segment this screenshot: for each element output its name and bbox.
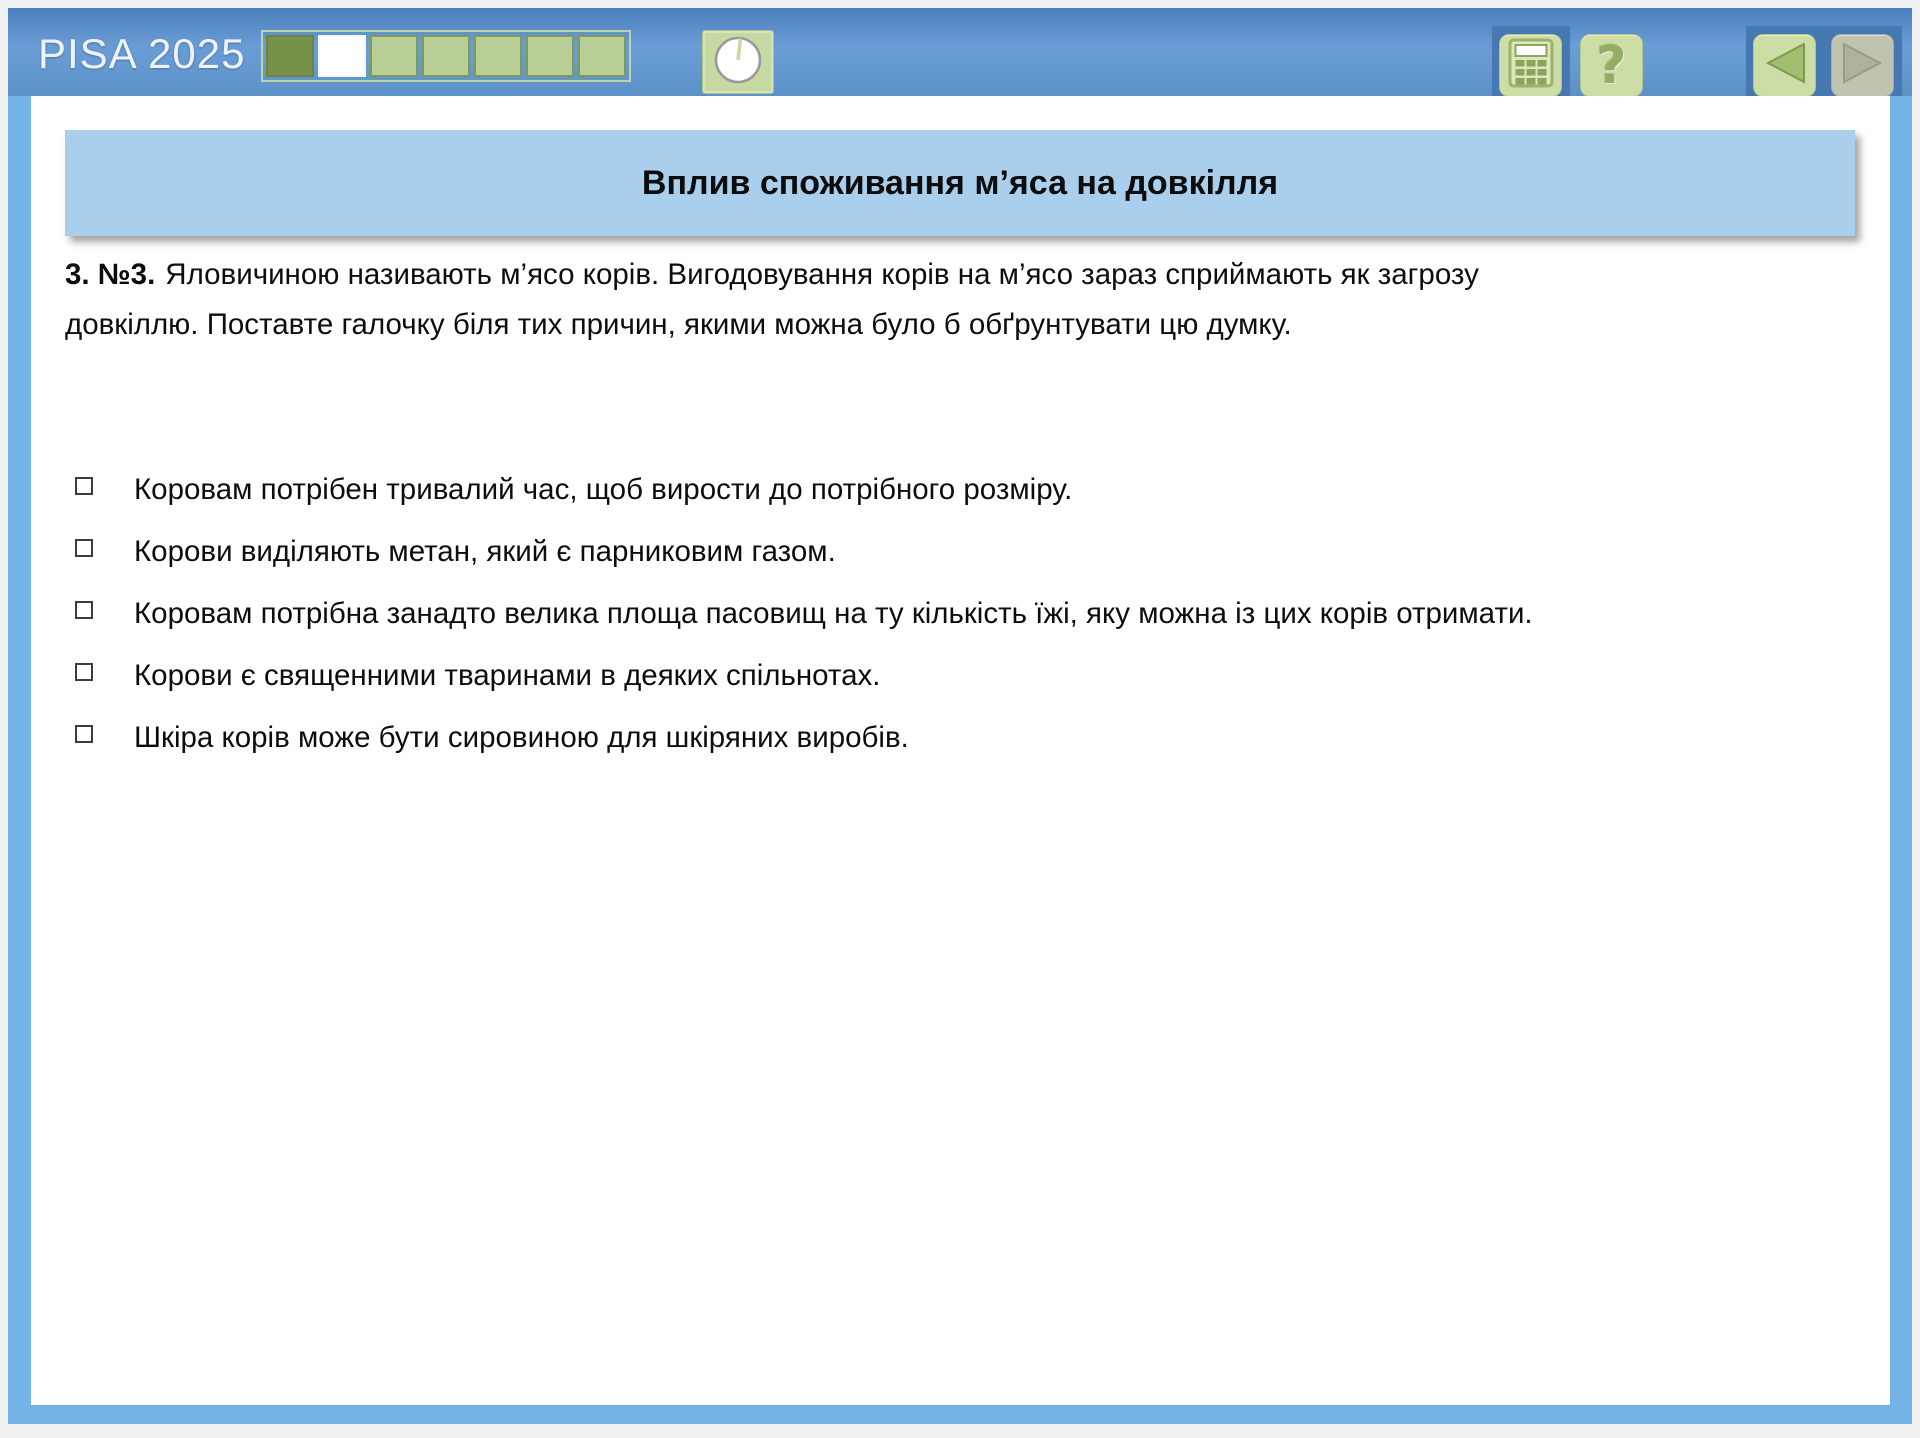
calculator-icon <box>1507 37 1555 94</box>
question-number: 3. №3. <box>65 258 156 291</box>
progress-bar <box>261 30 631 82</box>
back-arrow-icon <box>1762 41 1808 90</box>
option-row[interactable] <box>75 532 1865 594</box>
unit-title-banner <box>65 130 1855 236</box>
back-button[interactable] <box>1753 34 1816 97</box>
option-row[interactable] <box>75 718 1865 780</box>
forward-button[interactable] <box>1831 34 1894 97</box>
option-checkbox[interactable] <box>75 663 93 681</box>
option-row[interactable] <box>75 594 1865 656</box>
option-checkbox[interactable] <box>75 477 93 495</box>
calculator-button[interactable] <box>1499 34 1562 97</box>
timer-button[interactable] <box>702 30 774 94</box>
progress-cell-empty <box>370 35 418 77</box>
question-stem <box>65 250 1545 350</box>
progress-cell-empty <box>526 35 574 77</box>
option-row[interactable] <box>75 470 1865 532</box>
progress-cell-empty <box>474 35 522 77</box>
progress-cell-empty <box>422 35 470 77</box>
header-bar <box>8 8 1912 96</box>
option-label: Корови виділяють метан, який є парниковим газом. <box>134 535 836 568</box>
timer-clock-icon <box>711 33 765 92</box>
help-button[interactable] <box>1580 34 1643 97</box>
options-list <box>75 470 1865 780</box>
progress-cell-empty <box>578 35 626 77</box>
option-checkbox[interactable] <box>75 725 93 743</box>
option-label: Шкіра корів може бути сировиною для шкіряних виробів. <box>134 721 909 754</box>
option-label: Коровам потрібна занадто велика площа пасовищ на ту кількість їжі, яку можна із цих корів отримати. <box>134 597 1533 630</box>
option-row[interactable] <box>75 656 1865 718</box>
unit-title: Вплив споживання м’яса на довкілля <box>641 163 1279 202</box>
option-checkbox[interactable] <box>75 601 93 619</box>
option-checkbox[interactable] <box>75 539 93 557</box>
forward-arrow-icon <box>1840 41 1886 90</box>
app-title: PISA 2025 <box>38 30 246 77</box>
question-text: Яловичиною називають м’ясо корів. Вигодовування корів на м’ясо зараз сприймають як загрозу довкіллю. Поставте галочку біля тих причин, якими можна було б обґрунтувати цю думку. <box>65 258 1479 341</box>
progress-cell-filled <box>266 35 314 77</box>
progress-cell-current <box>318 35 366 77</box>
question-mark-icon: ? <box>1596 35 1627 96</box>
option-label: Коровам потрібен тривалий час, щоб вирости до потрібного розміру. <box>134 473 1073 506</box>
app-frame <box>8 8 1912 1424</box>
option-label: Корови є священними тваринами в деяких спільнотах. <box>134 659 881 692</box>
